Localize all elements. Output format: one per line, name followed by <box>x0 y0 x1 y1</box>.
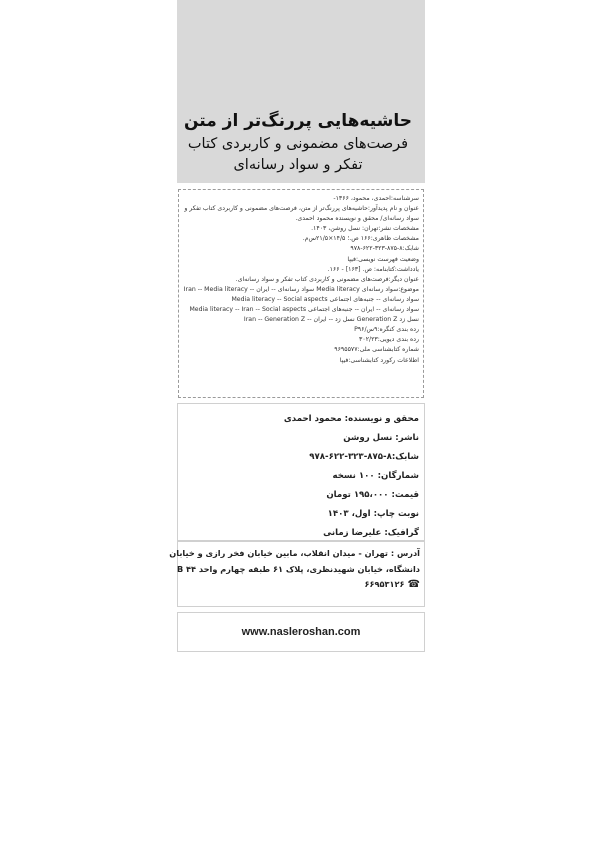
cip-line: سواد رسانه‌ای -- ایران -- جنبه‌های اجتماعی Media literacy -- Iran -- Social aspects <box>189 306 419 314</box>
cip-line: یادداشت:کتابنامه: ص. [۱۶۳] - ۱۶۶. <box>327 265 419 273</box>
address-line-2: دانشگاه، خیابان شهیدنظری، پلاک ۶۱ طبقه چهارم واحد ۴۴ B <box>176 563 420 574</box>
cip-line: مشخصات ظاهری:۱۶۶ ص.؛ ۱۴/۵×۲۱/۵س‌م. <box>302 235 419 243</box>
title-block <box>177 0 425 183</box>
website-box <box>177 612 425 652</box>
book-subtitle-line2: تفکر و سواد رسانه‌ای <box>233 157 363 173</box>
phone-line <box>181 577 420 593</box>
website-url[interactable]: www.nasleroshan.com <box>241 626 361 638</box>
edition-line: نوبت چاپ: اول، ۱۴۰۳ <box>327 509 419 519</box>
cip-line: رده بندی دیویی:۳۰۲/۲۳ <box>359 336 419 344</box>
cip-line: سواد رسانه‌ای -- جنبه‌های اجتماعی Media literacy -- Social aspects <box>231 295 419 303</box>
cip-line: اطلاعات رکورد کتابشناسی:فیپا <box>339 356 419 364</box>
cip-line: شماره کتابشناسی ملی:۹۶۹۵۵۷۷ <box>334 346 419 354</box>
book-info-lines <box>182 410 419 543</box>
cip-line: عنوان و نام پدیدآور:حاشیه‌های پررنگ‌تر از متن، فرصت‌های مضمونی و کاربردی کتاب تفکر و <box>184 205 419 213</box>
price-line: قیمت: ۱۹۵،۰۰۰ تومان <box>326 490 419 500</box>
book-title: حاشیه‌هایی پررنگ‌تر از متن <box>184 111 412 131</box>
address-line-1: آدرس : تهران - میدان انقلاب، مابین خیابان فخر رازی و خیابان <box>169 548 420 558</box>
cip-record-lines <box>182 194 419 366</box>
publisher-line: ناشر: نسل روشن <box>343 433 419 443</box>
print-run-line: شمارگان: ۱۰۰ نسخه <box>332 471 419 481</box>
isbn-line: شابک:۸-۸۷۵-۳۲۳-۶۲۲-۹۷۸ <box>309 452 419 462</box>
book-info-box <box>177 403 425 541</box>
phone-icon: ☎ <box>407 579 420 590</box>
cip-line: مشخصات نشر:تهران: نسل روشن، ۱۴۰۳. <box>311 225 419 233</box>
cip-line: شابک:۸-۸۷۵-۳۲۳-۶۲۲-۹۷۸ <box>350 245 419 253</box>
cip-line: سرشناسه:احمدی، محمود، ۱۳۶۶- <box>333 195 419 202</box>
graphics-line: گرافیک: علیرضا زمانی <box>323 528 419 538</box>
author-line: محقق و نویسنده: محمود احمدی <box>283 414 419 424</box>
cip-record-box <box>178 189 424 398</box>
address-lines <box>169 546 420 593</box>
cip-line: عنوان دیگر:فرصت‌های مضمونی و کاربردی کتاب تفکر و سواد رسانه‌ای. <box>235 275 419 283</box>
cip-line: رده بندی کنگره:۹س‌/P۹۶ <box>354 326 419 334</box>
book-subtitle-line1: فرصت‌های مضمونی و کاربردی کتاب <box>187 136 409 152</box>
cip-line: موضوع:سواد رسانه‌ای Media literacy سواد رسانه‌ای -- ایران -- Iran -- Media literacy <box>183 285 419 293</box>
colophon-panel <box>169 0 425 863</box>
cip-line: سواد رسانه‌ای/ محقق و نویسنده محمود احمدی. <box>295 215 419 223</box>
phone-number: ۶۶۹۵۳۱۲۶ <box>364 579 405 589</box>
cip-line: وضعیت فهرست نویسی:فیپا <box>347 255 419 263</box>
address-box <box>169 541 425 607</box>
cip-line: نسل زد Generation Z نسل زد -- ایران -- Iran -- Generation Z <box>243 316 419 324</box>
